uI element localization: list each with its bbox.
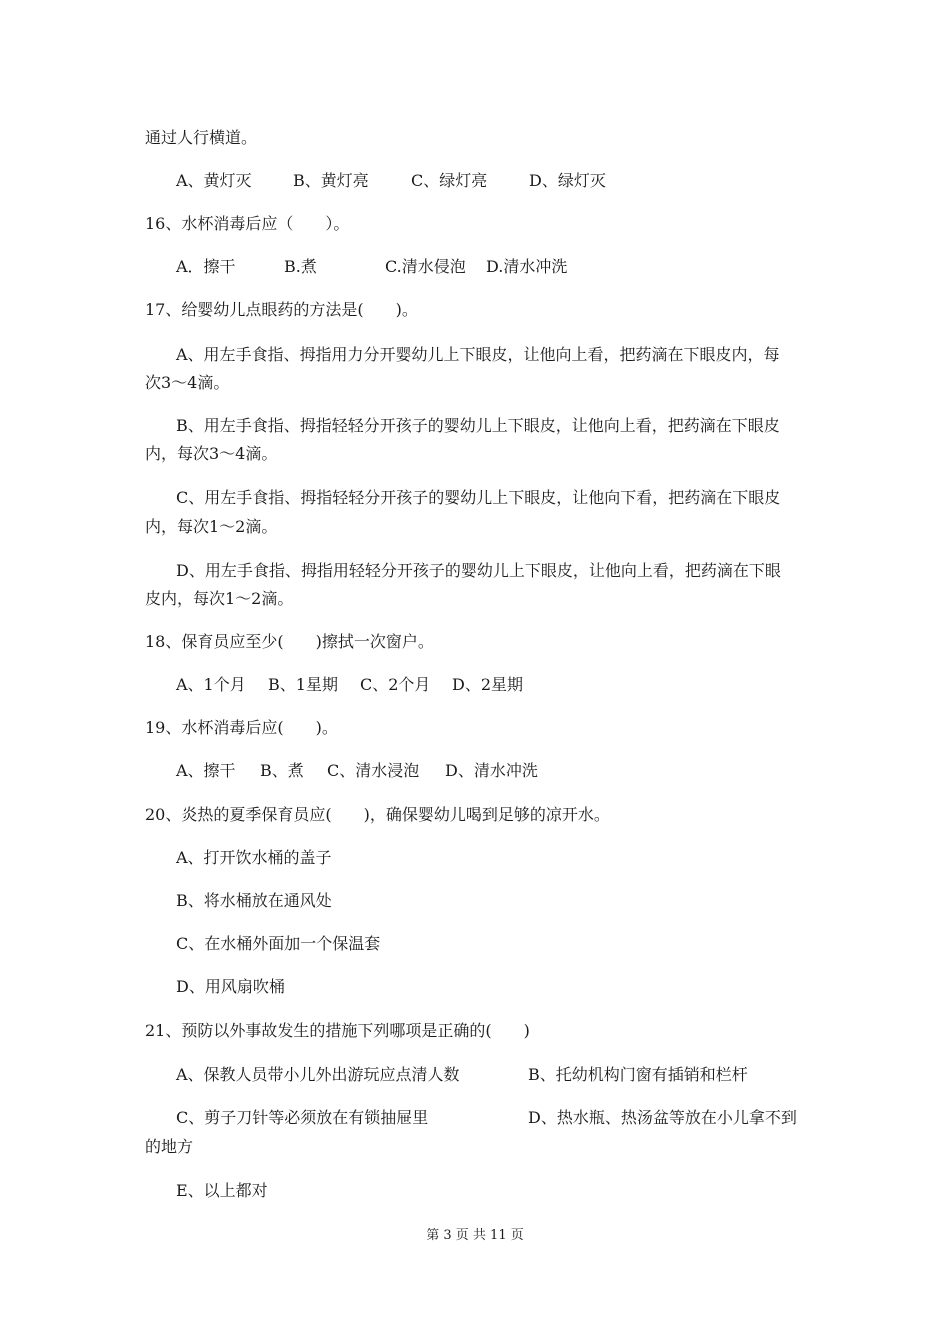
option-b: B、1星期 — [268, 675, 338, 694]
option-a: A、黄灯灭 — [176, 171, 252, 190]
question-21-option-d-line-2: 的地方 — [145, 1137, 194, 1156]
question-20-option-b: B、将水桶放在通风处 — [176, 891, 332, 910]
question-20-option-c: C、在水桶外面加一个保温套 — [176, 934, 381, 953]
question-21-option-a: A、保教人员带小儿外出游玩应点清人数 — [176, 1065, 460, 1084]
question-16-options — [176, 257, 567, 277]
question-19-stem: 19、水杯消毒后应( )。 — [145, 718, 338, 737]
question-17-option-a-line-2: 次3～4滴。 — [145, 373, 230, 392]
option-c: C、2个月 — [360, 675, 431, 694]
question-16-stem: 16、水杯消毒后应（ ）。 — [145, 214, 350, 233]
option-d: D.清水冲洗 — [486, 257, 568, 276]
option-d: D、2星期 — [452, 675, 524, 694]
question-21-stem: 21、预防以外事故发生的措施下列哪项是正确的( ) — [145, 1021, 530, 1040]
question-17-option-c-line-2: 内，每次1～2滴。 — [145, 517, 278, 536]
option-a: A、1个月 — [176, 675, 246, 694]
question-19-options — [176, 761, 538, 781]
question-15-options — [176, 171, 606, 191]
question-21-option-d-line-1: D、热水瓶、热汤盆等放在小儿拿不到 — [528, 1108, 797, 1127]
question-20-option-d: D、用风扇吹桶 — [176, 977, 285, 996]
question-17-option-b-line-2: 内，每次3～4滴。 — [145, 444, 278, 463]
question-21-option-c: C、剪子刀针等必须放在有锁抽屉里 — [176, 1108, 429, 1127]
option-c: C、绿灯亮 — [411, 171, 488, 190]
option-d: D、清水冲洗 — [445, 761, 538, 780]
question-18-options — [176, 675, 523, 695]
question-17-option-c-line-1: C、用左手食指、拇指轻轻分开孩子的婴幼儿上下眼皮，让他向下看，把药滴在下眼皮 — [176, 488, 781, 507]
question-20-option-a: A、打开饮水桶的盖子 — [176, 848, 332, 867]
question-17-option-a-line-1: A、用左手食指、拇指用力分开婴幼儿上下眼皮，让他向上看，把药滴在下眼皮内，每 — [176, 345, 780, 364]
option-c: C、清水浸泡 — [327, 761, 420, 780]
option-a: A、擦干 — [176, 761, 236, 780]
question-17-stem: 17、给婴幼儿点眼药的方法是( )。 — [145, 300, 418, 319]
question-17-option-d-line-1: D、用左手食指、拇指用轻轻分开孩子的婴幼儿上下眼皮，让他向上看，把药滴在下眼 — [176, 561, 781, 580]
option-a: A．擦干 — [176, 257, 236, 276]
page-footer: 第 3 页 共 11 页 — [426, 1228, 524, 1243]
option-b: B、煮 — [260, 761, 304, 780]
question-15-continuation: 通过人行横道。 — [145, 128, 258, 147]
option-b: B、黄灯亮 — [293, 171, 369, 190]
question-18-stem: 18、保育员应至少( )擦拭一次窗户。 — [145, 632, 434, 651]
option-c: C.清水侵泡 — [385, 257, 466, 276]
option-b: B.煮 — [284, 257, 317, 276]
question-21-option-b: B、托幼机构门窗有插销和栏杆 — [528, 1065, 748, 1084]
option-d: D、绿灯灭 — [529, 171, 606, 190]
question-17-option-b-line-1: B、用左手食指、拇指轻轻分开孩子的婴幼儿上下眼皮，让他向上看，把药滴在下眼皮 — [176, 416, 780, 435]
question-17-option-d-line-2: 皮内，每次1～2滴。 — [145, 589, 294, 608]
question-21-option-e: E、以上都对 — [176, 1181, 268, 1200]
question-20-stem: 20、炎热的夏季保育员应( )，确保婴幼儿喝到足够的凉开水。 — [145, 805, 610, 824]
